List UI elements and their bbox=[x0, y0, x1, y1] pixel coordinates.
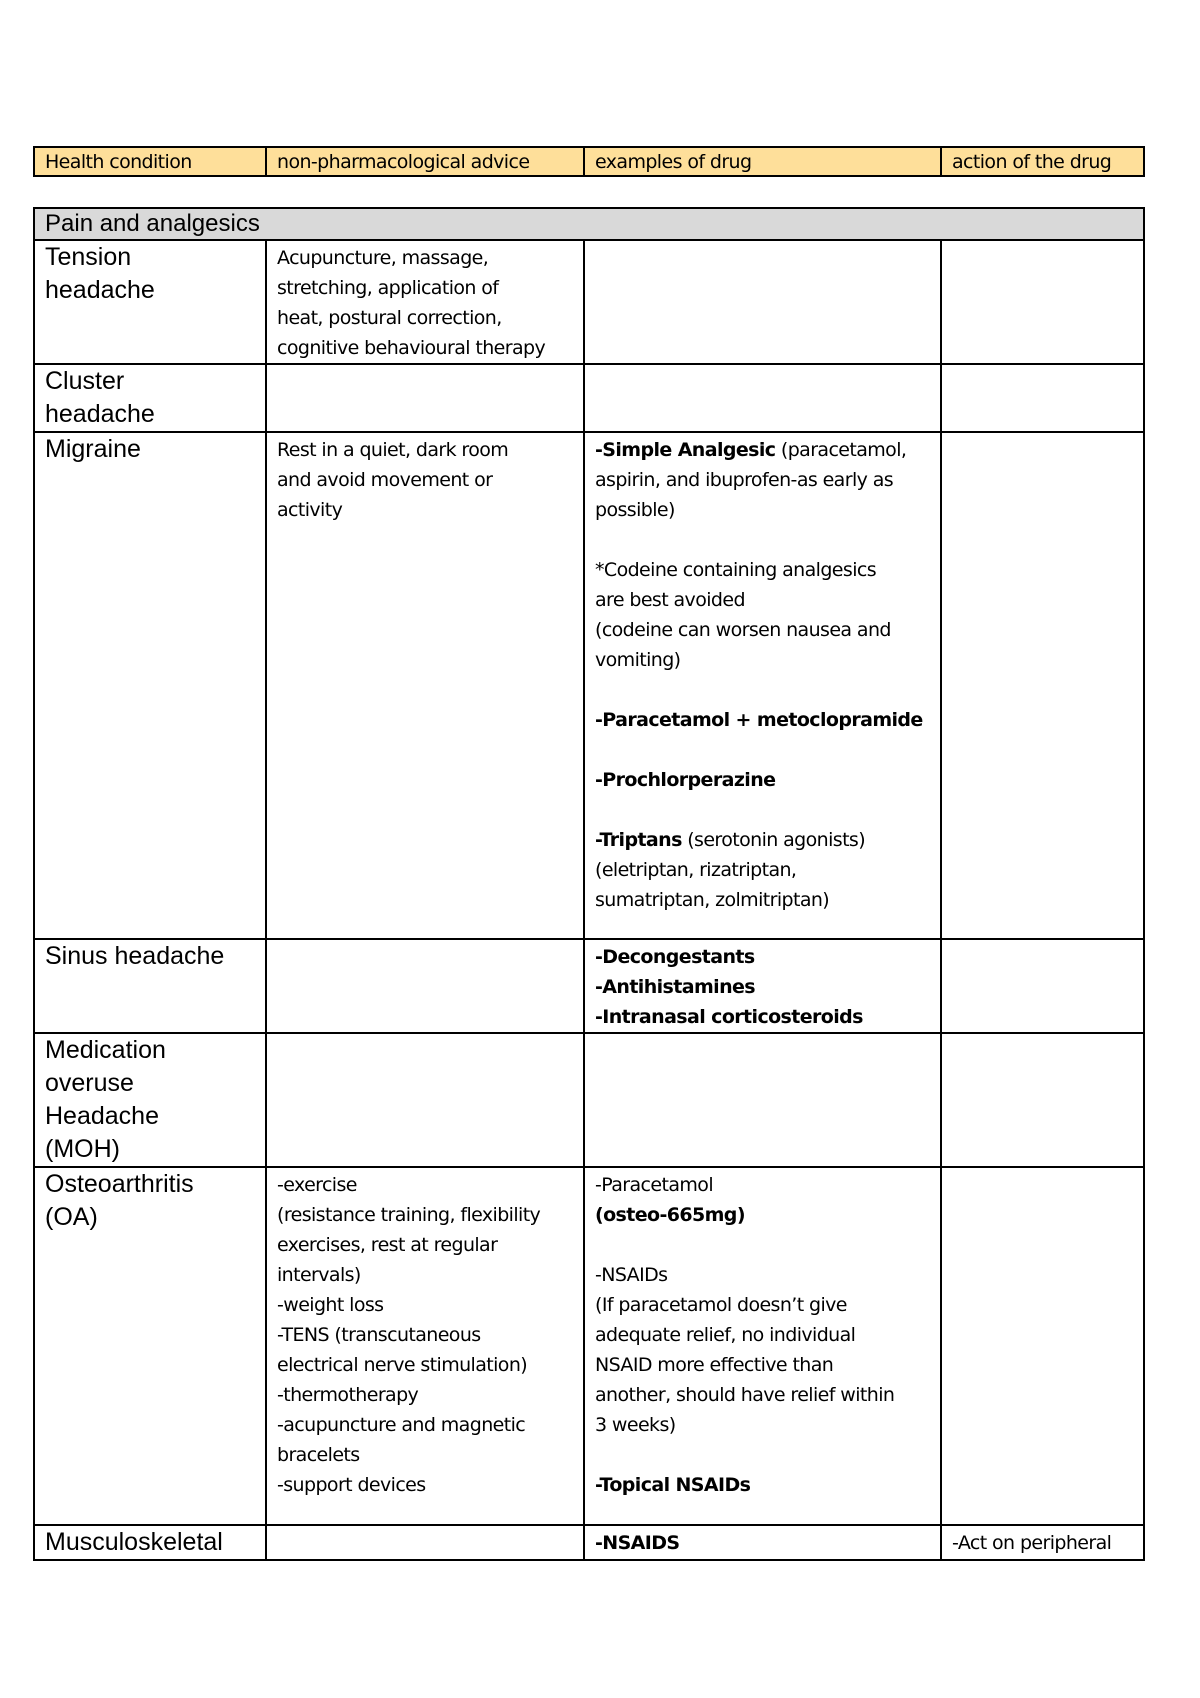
advice-line: -weight loss bbox=[277, 1294, 384, 1316]
drug-name: -Intranasal corticosteroids bbox=[595, 1006, 863, 1028]
table-row-medication-overuse-headache bbox=[34, 1033, 1144, 1167]
drug-cell: -NSAIDS bbox=[584, 1525, 941, 1560]
spacer bbox=[595, 795, 930, 825]
condition-line: (OA) bbox=[45, 1203, 98, 1231]
advice-cell bbox=[266, 939, 584, 1033]
drug-cell bbox=[584, 432, 941, 939]
drug-line: *Codeine containing analgesics bbox=[595, 559, 877, 581]
advice-line: exercises, rest at regular bbox=[277, 1234, 498, 1256]
section-title: Pain and analgesics bbox=[34, 208, 1144, 240]
spacer bbox=[595, 675, 930, 705]
drug-line bbox=[595, 825, 930, 855]
drug-name: -Decongestants bbox=[595, 946, 755, 968]
drug-line: aspirin, and ibuprofen-as early as bbox=[595, 469, 894, 491]
drug-cell bbox=[584, 240, 941, 364]
drug-cell bbox=[584, 364, 941, 432]
drug-line: NSAID more effective than bbox=[595, 1354, 834, 1376]
advice-cell bbox=[266, 364, 584, 432]
drug-name: -Simple Analgesic bbox=[595, 439, 776, 461]
table-row-sinus-headache bbox=[34, 939, 1144, 1033]
section-row bbox=[34, 208, 1144, 240]
drug-line: vomiting) bbox=[595, 649, 681, 671]
condition-line: Headache bbox=[45, 1102, 159, 1130]
advice-line: -thermotherapy bbox=[277, 1384, 419, 1406]
spacer bbox=[595, 1440, 930, 1470]
drug-note: (serotonin agonists) bbox=[681, 829, 866, 851]
drug-line: (eletriptan, rizatriptan, bbox=[595, 859, 797, 881]
drug-name: -Paracetamol + metoclopramide bbox=[595, 709, 923, 731]
advice-cell bbox=[266, 1167, 584, 1525]
condition-line: Cluster bbox=[45, 367, 125, 395]
advice-line: electrical nerve stimulation) bbox=[277, 1354, 528, 1376]
action-cell bbox=[941, 1167, 1144, 1525]
advice-line: stretching, application of bbox=[277, 277, 499, 299]
advice-line: activity bbox=[277, 499, 343, 521]
header-non-pharmacological-advice: non-pharmacological advice bbox=[266, 147, 584, 176]
drug-line: -Paracetamol bbox=[595, 1174, 713, 1196]
advice-line: -acupuncture and magnetic bbox=[277, 1414, 526, 1436]
condition-line: (MOH) bbox=[45, 1135, 120, 1163]
condition-line: Medication bbox=[45, 1036, 166, 1064]
header-health-condition: Health condition bbox=[34, 147, 266, 176]
header-examples-of-drug: examples of drug bbox=[584, 147, 941, 176]
drug-note: (paracetamol, bbox=[775, 439, 907, 461]
condition-cell: Migraine bbox=[34, 432, 266, 939]
condition-cell: Sinus headache bbox=[34, 939, 266, 1033]
advice-line: heat, postural correction, bbox=[277, 307, 502, 329]
header-action-of-drug: action of the drug bbox=[941, 147, 1144, 176]
spacer bbox=[595, 735, 930, 765]
advice-line: -exercise bbox=[277, 1174, 357, 1196]
drug-cell bbox=[584, 1033, 941, 1167]
advice-line: Acupuncture, massage, bbox=[277, 247, 489, 269]
condition-cell bbox=[34, 240, 266, 364]
advice-line: intervals) bbox=[277, 1264, 361, 1286]
advice-cell bbox=[266, 1033, 584, 1167]
drug-name: -Prochlorperazine bbox=[595, 769, 776, 791]
advice-cell bbox=[266, 1525, 584, 1560]
drug-cell bbox=[584, 1167, 941, 1525]
advice-line: -TENS (transcutaneous bbox=[277, 1324, 481, 1346]
drug-name: -Triptans bbox=[595, 829, 682, 851]
drug-line: adequate relief, no individual bbox=[595, 1324, 856, 1346]
condition-cell bbox=[34, 364, 266, 432]
drug-line: sumatriptan, zolmitriptan) bbox=[595, 889, 830, 911]
drug-line: (codeine can worsen nausea and bbox=[595, 619, 891, 641]
condition-cell bbox=[34, 1167, 266, 1525]
drug-name: -Topical NSAIDs bbox=[595, 1474, 751, 1496]
action-cell bbox=[941, 432, 1144, 939]
drug-line: possible) bbox=[595, 499, 675, 521]
condition-line: Tension bbox=[45, 243, 132, 271]
drug-line: -NSAIDs bbox=[595, 1264, 668, 1286]
action-cell: -Act on peripheral bbox=[941, 1525, 1144, 1560]
action-cell bbox=[941, 240, 1144, 364]
advice-line: and avoid movement or bbox=[277, 469, 493, 491]
condition-cell bbox=[34, 1033, 266, 1167]
spacer bbox=[595, 525, 930, 555]
advice-line: Rest in a quiet, dark room bbox=[277, 439, 509, 461]
table-row-osteoarthritis bbox=[34, 1167, 1144, 1525]
action-cell bbox=[941, 1033, 1144, 1167]
action-cell bbox=[941, 364, 1144, 432]
advice-line: (resistance training, flexibility bbox=[277, 1204, 541, 1226]
condition-cell: Musculoskeletal bbox=[34, 1525, 266, 1560]
column-header-table bbox=[33, 146, 1145, 177]
table-row-cluster-headache bbox=[34, 364, 1144, 432]
condition-line: headache bbox=[45, 276, 155, 304]
drug-line: 3 weeks) bbox=[595, 1414, 676, 1436]
advice-line: cognitive behavioural therapy bbox=[277, 337, 546, 359]
drug-name: -Antihistamines bbox=[595, 976, 755, 998]
condition-line: overuse bbox=[45, 1069, 134, 1097]
drug-line: another, should have relief within bbox=[595, 1384, 895, 1406]
drug-line: (If paracetamol doesn’t give bbox=[595, 1294, 847, 1316]
drug-line: are best avoided bbox=[595, 589, 745, 611]
drug-dose: (osteo-665mg) bbox=[595, 1204, 745, 1226]
table-row-musculoskeletal bbox=[34, 1525, 1144, 1560]
advice-cell bbox=[266, 240, 584, 364]
condition-line: Osteoarthritis bbox=[45, 1170, 194, 1198]
condition-line: headache bbox=[45, 400, 155, 428]
action-cell bbox=[941, 939, 1144, 1033]
drug-line bbox=[595, 435, 930, 465]
column-header-row bbox=[34, 147, 1144, 176]
advice-cell bbox=[266, 432, 584, 939]
advice-line: -support devices bbox=[277, 1474, 426, 1496]
drug-cell bbox=[584, 939, 941, 1033]
table-row-migraine bbox=[34, 432, 1144, 939]
spacer bbox=[595, 1230, 930, 1260]
advice-line: bracelets bbox=[277, 1444, 360, 1466]
table-row-tension-headache bbox=[34, 240, 1144, 364]
pain-analgesics-table bbox=[33, 207, 1145, 1561]
